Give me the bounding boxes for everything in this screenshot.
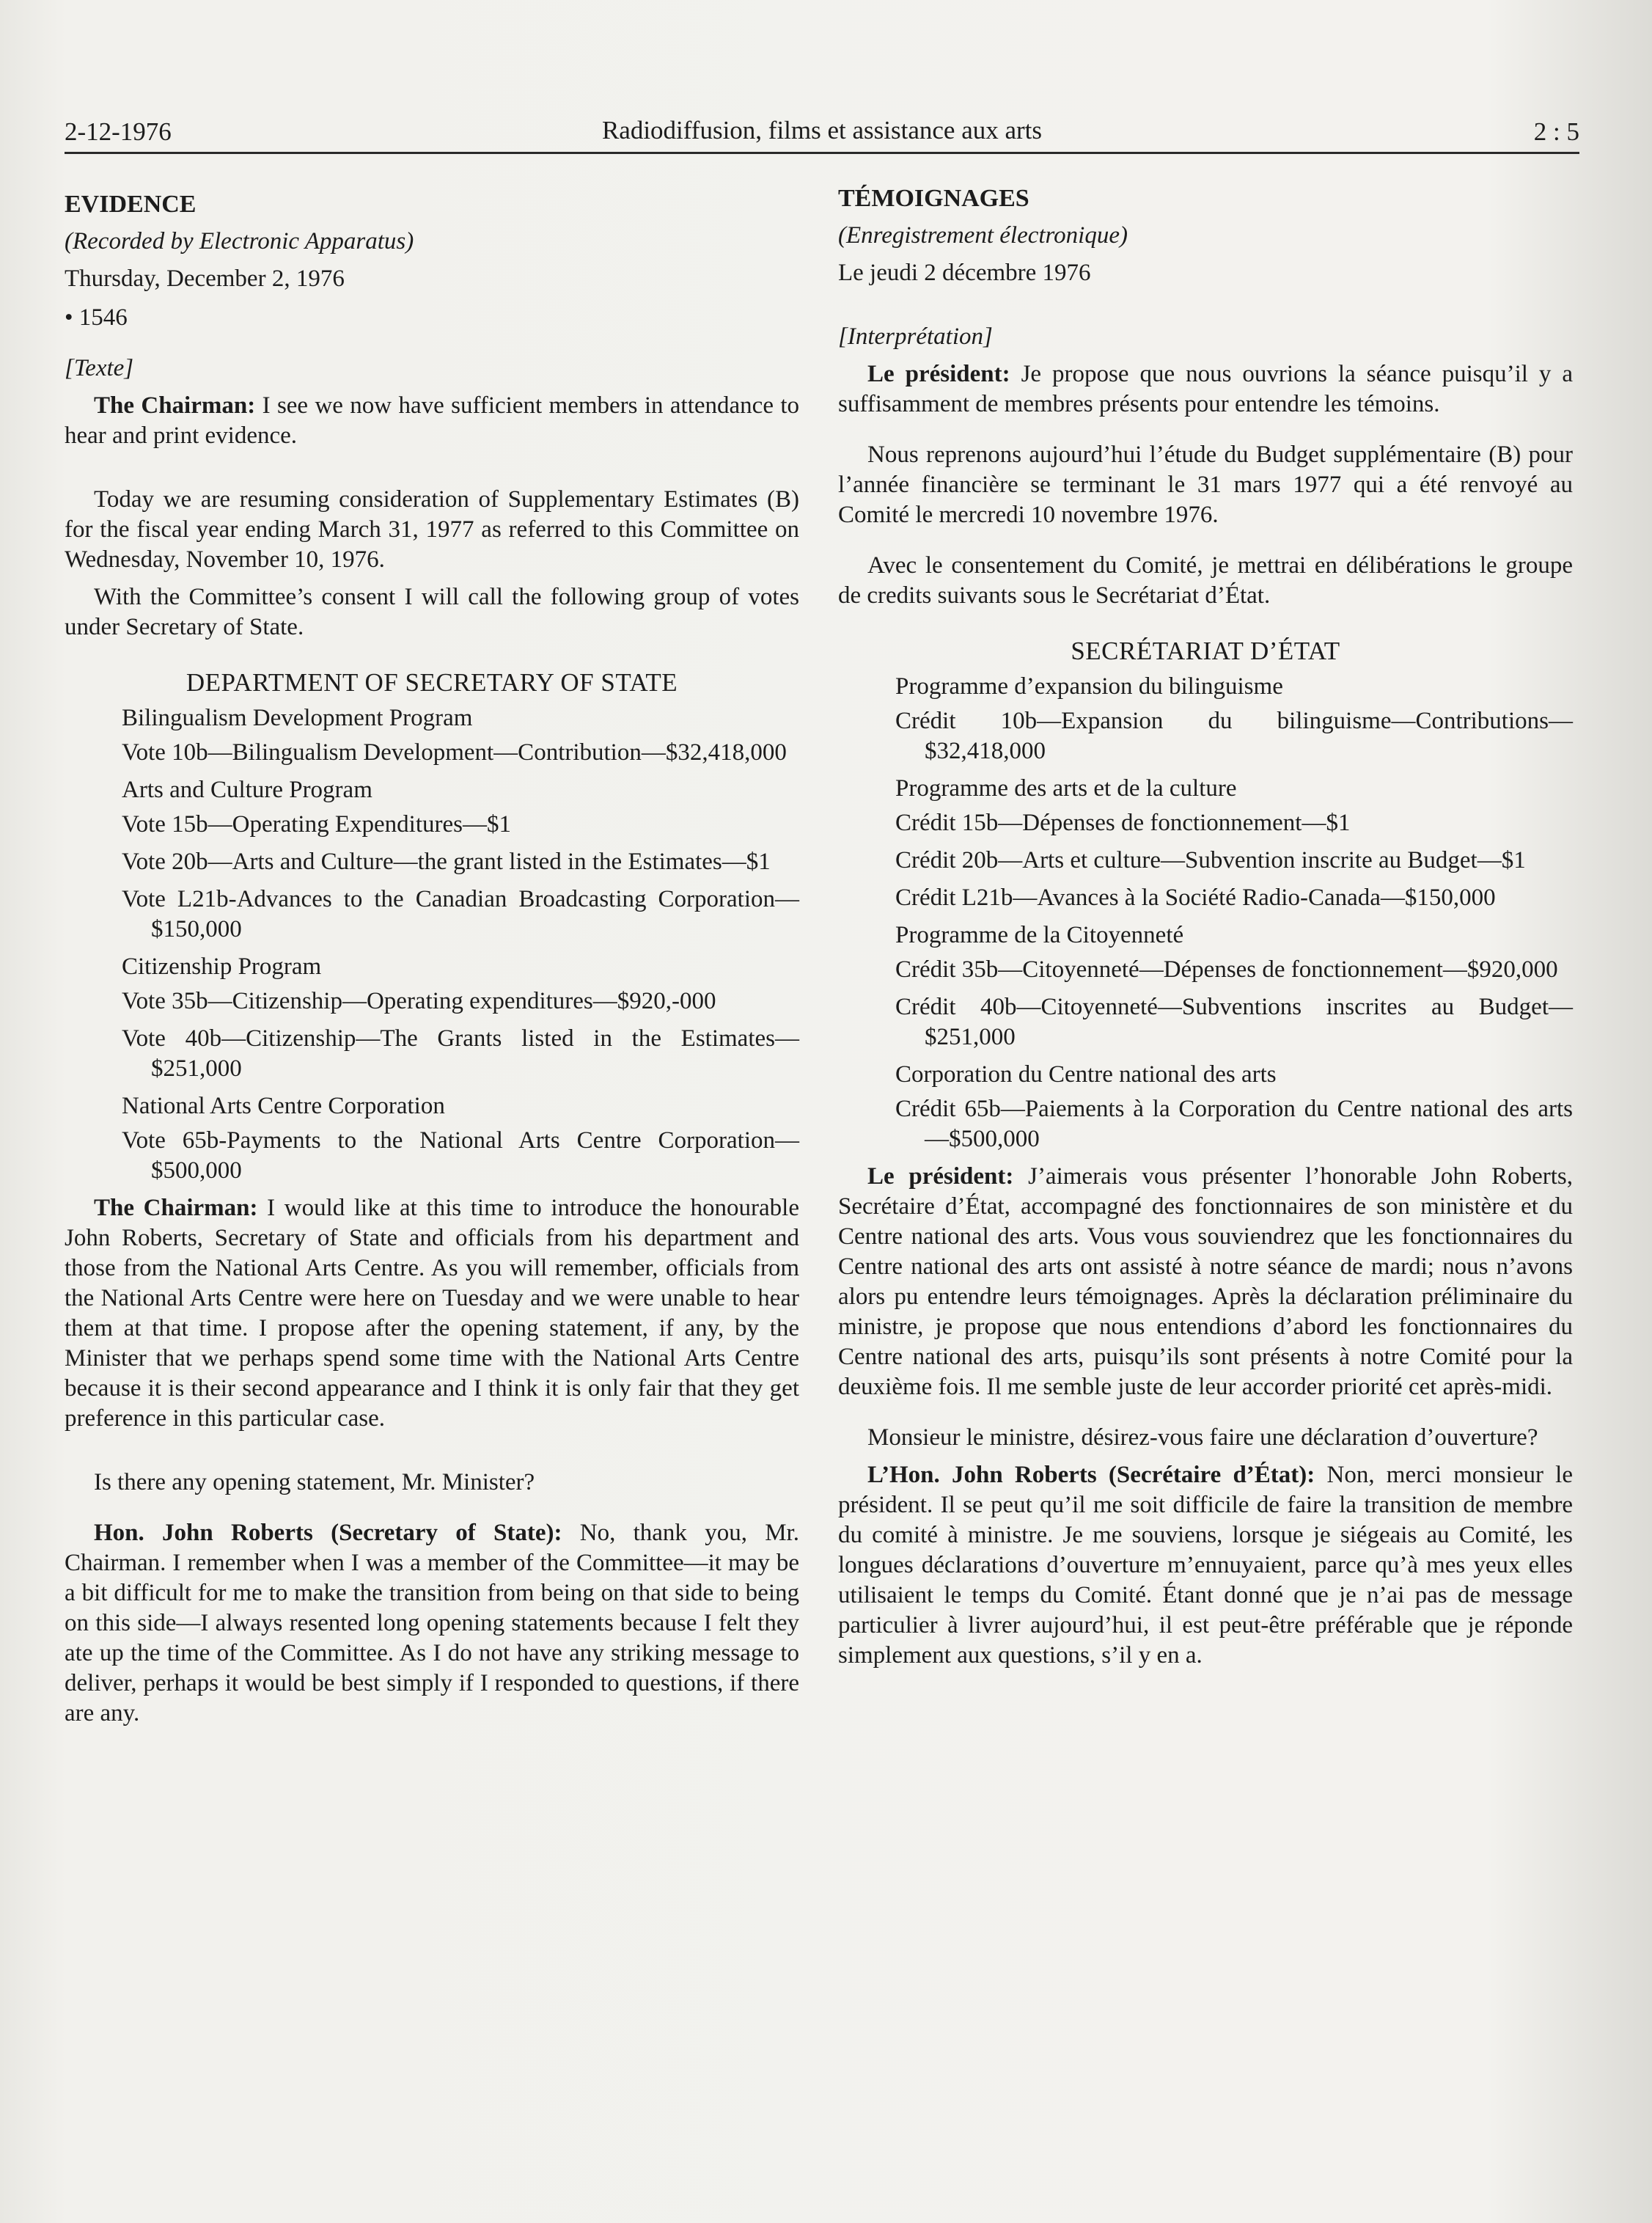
vote-item: Crédit L21b—Avances à la Société Radio-Canada—$150,000 (895, 885, 1496, 911)
session-date: Thursday, December 2, 1976 (65, 265, 345, 292)
vote-item: Crédit 15b—Dépenses de fonctionnement—$1 (895, 810, 1351, 836)
speaker-name: Le président: (867, 1163, 1014, 1190)
vote-item: Crédit 10b—Expansion du bilinguisme—Contributions—$32,418,000 (895, 708, 1573, 764)
program-title: Citizenship Program (122, 953, 322, 980)
president-opening (838, 359, 1573, 420)
program-title: Arts and Culture Program (122, 777, 372, 803)
program-title: National Arts Centre Corporation (122, 1093, 445, 1119)
opening-statement-question: Monsieur le ministre, désirez-vous faire une déclaration d’ouverture? (867, 1424, 1538, 1451)
consent-paragraph: With the Committee’s consent I will call the following group of votes under Secretary of State. (65, 584, 799, 640)
vote-item: Vote 35b—Citizenship—Operating expenditures—$920,-000 (122, 988, 716, 1014)
vote-item: Crédit 20b—Arts et culture—Subvention inscrite au Budget—$1 (895, 847, 1526, 874)
program-title: Bilingualism Development Program (122, 705, 473, 731)
header-date: 2-12-1976 (65, 117, 172, 146)
department-title: DEPARTMENT OF SECRETARY OF STATE (186, 668, 678, 697)
chairman-introduction (65, 1193, 799, 1434)
vote-item: Vote 15b—Operating Expenditures—$1 (122, 811, 511, 838)
program-title: Programme de la Citoyenneté (895, 922, 1184, 948)
consent-paragraph: Avec le consentement du Comité, je mettrai en délibérations le groupe de credits suivants sous le Secrétariat d’État. (838, 552, 1573, 609)
speaker-name: The Chairman: (94, 1195, 258, 1221)
vote-item: Vote 40b—Citizenship—The Grants listed in the Estimates—$251,000 (122, 1025, 799, 1082)
speaker-name: Le président: (867, 361, 1010, 387)
texte-marker: [Texte] (65, 355, 134, 381)
minister-response (838, 1460, 1573, 1671)
speaker-name: L’Hon. John Roberts (Secrétaire d’État): (867, 1462, 1315, 1488)
speaker-name: Hon. John Roberts (Secretary of State): (94, 1520, 562, 1546)
vote-item: Crédit 65b—Paiements à la Corporation du Centre national des arts—$500,000 (895, 1096, 1573, 1152)
speech-text: Je propose que nous ouvrions la séance puisqu’il y a suffisamment de membres présents pour entendre les témoins. (838, 361, 1573, 417)
chairman-opening (65, 391, 799, 451)
minister-response (65, 1518, 799, 1729)
program-title: Corporation du Centre national des arts (895, 1061, 1277, 1088)
resuming-paragraph: Nous reprenons aujourd’hui l’étude du Budget supplémentaire (B) pour l’année financière se terminant le 31 mars 1977 qui a été renvoyé au Comité le mercredi 10 novembre 1976. (838, 442, 1573, 528)
english-column (65, 189, 799, 1729)
program-title: Programme d’expansion du bilinguisme (895, 673, 1283, 700)
president-introduction (838, 1162, 1573, 1402)
vote-item: Vote 65b-Payments to the National Arts Centre Corporation—$500,000 (122, 1127, 799, 1184)
resuming-paragraph: Today we are resuming consideration of Supplementary Estimates (B) for the fiscal year ending March 31, 1977 as referred to this Committee on Wednesday, November 10, 1976. (65, 486, 799, 573)
french-column (838, 183, 1573, 1671)
speaker-name: The Chairman: (94, 392, 256, 419)
temoignages-heading: TÉMOIGNAGES (838, 185, 1029, 212)
recorded-note: (Enregistrement électronique) (838, 222, 1128, 249)
vote-item: Crédit 40b—Citoyenneté—Subventions inscrites au Budget—$251,000 (895, 994, 1573, 1050)
department-title: SECRÉTARIAT D’ÉTAT (1071, 637, 1340, 665)
session-date: Le jeudi 2 décembre 1976 (838, 260, 1091, 286)
speech-text: J’aimerais vous présenter l’honorable John Roberts, Secrétaire d’État, accompagné des fonctionnaires de son ministère et du Centre national des arts. Vous vous souviendrez que les fonctionnaires du Centre national des arts ont assisté à notre séance de mardi; nous n’avons alors pu entendre leurs témoignages. Après la déclaration préliminaire du ministre, je propose que nous entendions d’abord les fonctionnaires du Centre national des arts, puisqu’ils sont présents à notre Comité pour la deuxième fois. Il me semble juste de leur accorder priorité cet après-midi. (838, 1163, 1573, 1400)
page-header (65, 116, 1579, 154)
recorded-note: (Recorded by Electronic Apparatus) (65, 228, 414, 254)
speech-text: I see we now have sufficient members in attendance to hear and print evidence. (65, 392, 800, 449)
speech-text: No, thank you, Mr. Chairman. I remember when I was a member of the Committee—it may be a bit difficult for me to make the transition from being on that side to being on this side—I always resented long opening statements because I felt they ate up the time of the Committee. As I do not have any striking message to deliver, perhaps it would be best simply if I responded to questions, if there are any. (65, 1520, 799, 1726)
vote-item: Crédit 35b—Citoyenneté—Dépenses de fonctionnement—$920,000 (895, 956, 1558, 983)
opening-statement-question: Is there any opening statement, Mr. Minister? (94, 1469, 535, 1495)
speech-text: Non, merci monsieur le président. Il se peut qu’il me soit difficile de faire la transition de membre du comité à ministre. Je me souviens, lorsque je siégeais au Comité, les longues déclarations d’ouverture m’ennuyaient, parce qu’à mes yeux elles utilisaient le temps du Comité. Étant donné que je n’ai pas de message particulier à livrer aujourd’hui, il est peut-être préférable que je réponde simplement aux questions, s’il y en a. (838, 1462, 1573, 1669)
speech-text: I would like at this time to introduce the honourable John Roberts, Secretary of State and officials from his department and those from the National Arts Centre. As you will remember, officials from the National Arts Centre were here on Tuesday and we were unable to hear them at that time. I propose after the opening statement, if any, by the Minister that we perhaps spend some time with the National Arts Centre because it is their second appearance and I think it is only fair that they get preference in this particular case. (65, 1195, 799, 1432)
header-page-number: 2 : 5 (1533, 117, 1579, 146)
vote-item: Vote L21b-Advances to the Canadian Broadcasting Corporation—$150,000 (122, 886, 799, 942)
evidence-heading: EVIDENCE (65, 191, 197, 218)
vote-item: Vote 10b—Bilingualism Development—Contribution—$32,418,000 (122, 739, 787, 766)
header-title: Radiodiffusion, films et assistance aux arts (601, 116, 1043, 144)
interpretation-marker: [Interprétation] (838, 323, 993, 350)
time-mark: • 1546 (65, 304, 128, 331)
vote-item: Vote 20b—Arts and Culture—the grant listed in the Estimates—$1 (122, 849, 771, 875)
program-title: Programme des arts et de la culture (895, 775, 1237, 802)
